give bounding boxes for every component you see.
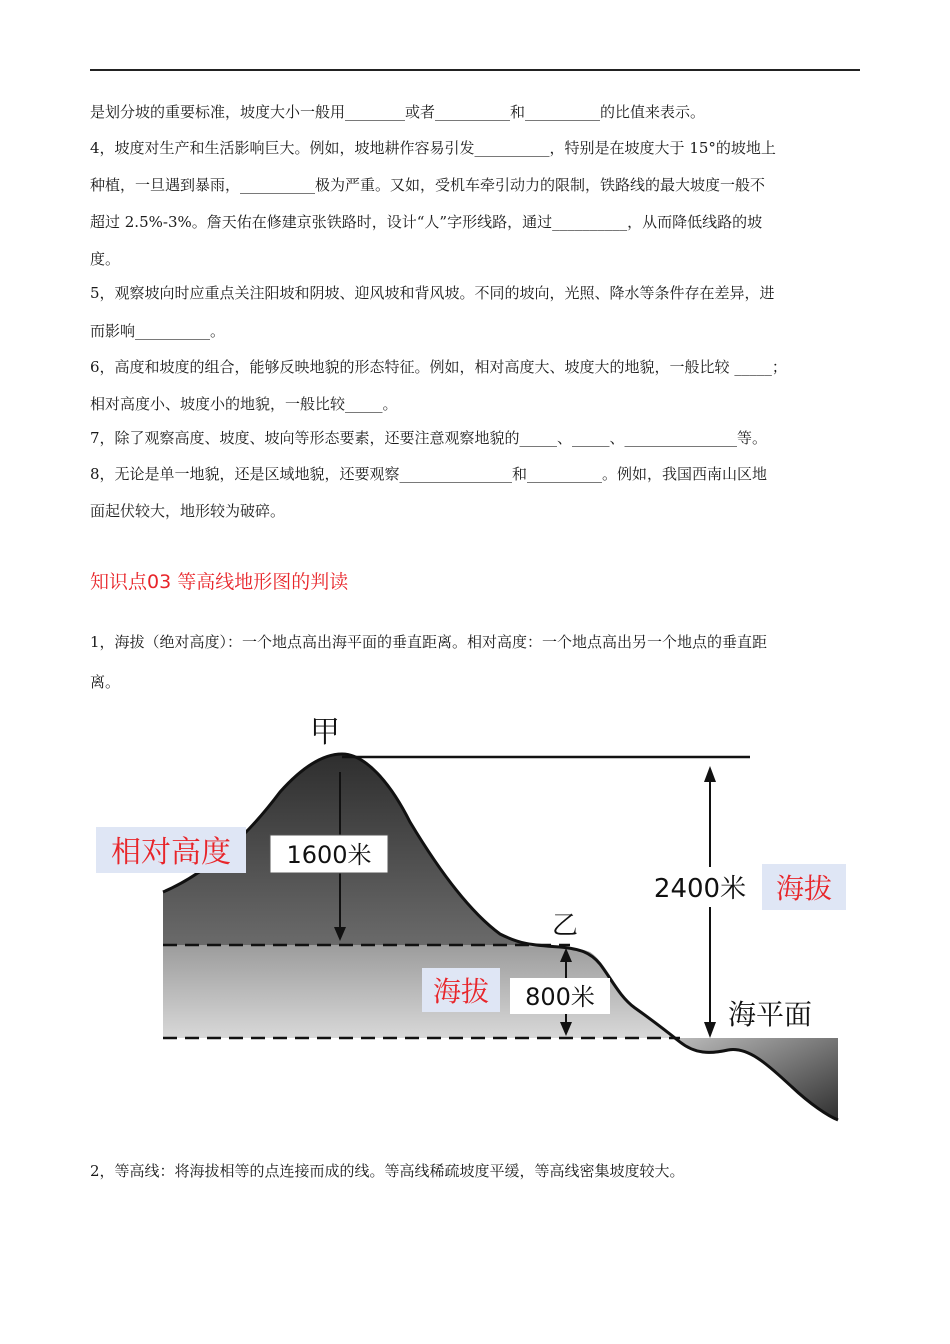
sea-level-label: 海平面 bbox=[727, 998, 813, 1031]
relative-height-value: 1600米 bbox=[286, 841, 372, 869]
paragraph-7-line-1: 7，除了观察高度、坡度、坡向等形态要素，还要注意观察地貌的_____、_____、_______________等。 bbox=[90, 429, 768, 447]
altitude-arrowhead-down bbox=[704, 1022, 716, 1038]
small-altitude-value: 800米 bbox=[525, 983, 595, 1011]
paragraph-3-line-1: 是划分坡的重要标准，坡度大小一般用________或者__________和__________的比值来表示。 bbox=[90, 103, 706, 121]
kp03-paragraph-1-line-2: 离。 bbox=[90, 673, 121, 691]
paragraph-4-line-4: 度。 bbox=[90, 250, 121, 268]
left-altitude-tag: 海拔 bbox=[432, 975, 490, 1008]
paragraph-8-line-1: 8，无论是单一地貌，还是区域地貌，还要观察_______________和__________。例如，我国西南山区地 bbox=[90, 465, 768, 483]
altitude-arrowhead-up bbox=[704, 766, 716, 782]
section-title: 知识点03 等高线地形图的判读 bbox=[90, 571, 349, 593]
right-altitude-tag: 海拔 bbox=[775, 872, 833, 905]
altitude-value: 2400米 bbox=[653, 874, 747, 904]
peak-label: 甲 bbox=[310, 715, 340, 750]
paragraph-4-line-1: 4，坡度对生产和生活影响巨大。例如，坡地耕作容易引发__________，特别是在坡度大于 15°的坡地上 bbox=[90, 139, 776, 157]
relative-height-tag: 相对高度 bbox=[111, 835, 231, 870]
altitude-relative-height-diagram bbox=[90, 712, 850, 1132]
paragraph-5-line-2: 而影响__________。 bbox=[90, 322, 226, 340]
paragraph-4-line-2: 种植，一旦遇到暴雨，__________极为严重。又如，受机车牵引动力的限制，铁路线的最大坡度一般不 bbox=[90, 176, 766, 194]
paragraph-6-line-2: 相对高度小、坡度小的地貌，一般比较_____。 bbox=[90, 395, 398, 413]
terrain-profile-svg bbox=[90, 712, 850, 1132]
kp03-paragraph-2-line-1: 2，等高线：将海拔相等的点连接而成的线。等高线稀疏坡度平缓，等高线密集坡度较大。 bbox=[90, 1162, 685, 1180]
paragraph-6-line-1: 6，高度和坡度的组合，能够反映地貌的形态特征。例如，相对高度大、坡度大的地貌，一般比较 _____； bbox=[90, 358, 787, 376]
header-rule bbox=[90, 69, 860, 71]
kp03-paragraph-1-line-1: 1，海拔（绝对高度）：一个地点高出海平面的垂直距离。相对高度：一个地点高出另一个地点的垂直距 bbox=[90, 633, 768, 651]
paragraph-4-line-3: 超过 2.5%-3%。詹天佑在修建京张铁路时，设计“人”字形线路，通过__________，从而降低线路的坡 bbox=[90, 213, 763, 231]
paragraph-5-line-1: 5，观察坡向时应重点关注阳坡和阴坡、迎风坡和背风坡。不同的坡向，光照、降水等条件存在差异，进 bbox=[90, 284, 775, 302]
mid-point-label: 乙 bbox=[551, 911, 579, 941]
paragraph-8-line-2: 面起伏较大，地形较为破碎。 bbox=[90, 502, 286, 520]
